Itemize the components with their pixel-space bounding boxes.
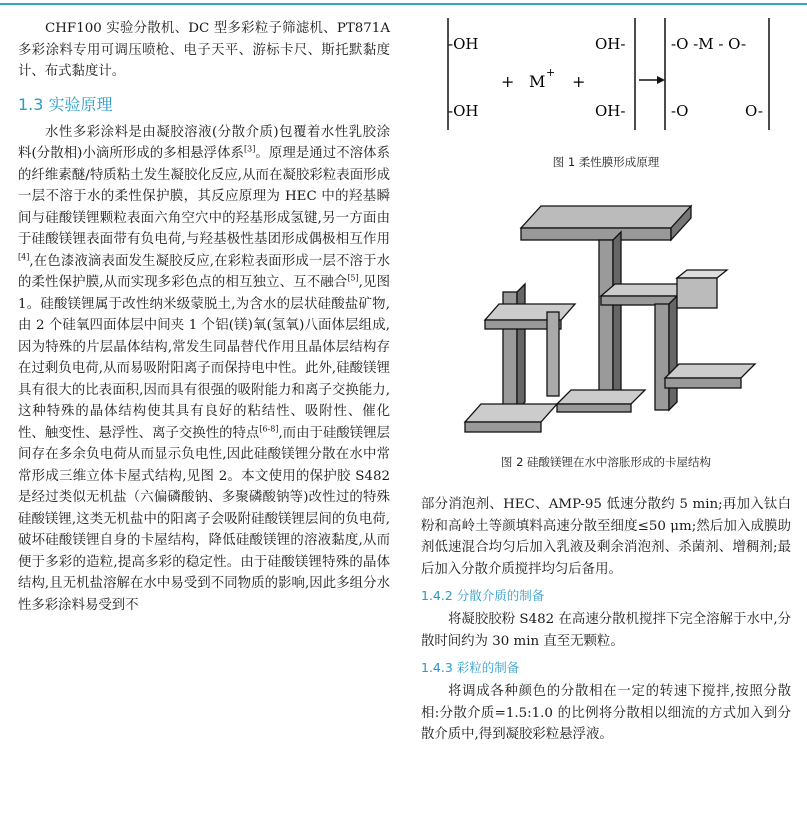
citation-5[interactable]: [5] xyxy=(347,273,359,283)
metal-ion-charge: + xyxy=(546,66,556,79)
principle-text-e: ,而由于硅酸镁锂层间存在多余负电荷从而显示负电性,因此硅酸镁锂分散在水中常常形成三维立体卡屋式结构,见图 2。本文使用的保护胶 S482 是经过类似无机盐（六偏磷酸钠、多聚磷酸钠等)改性过的特殊硅酸镁锂,这类无机盐中的阳离子会吸附硅酸镁锂层间的负电荷,破坏硅酸镁锂自身的卡屋结构，降低硅酸镁锂的溶液黏度,从而便于多彩的造粒,提高多彩的稳定性。由于硅酸镁锂特殊的晶体结构,且无机盐溶解在水中易受到不同物质的影响,因此多组分水性多彩涂料易受到不 xyxy=(18,425,390,613)
figure-2-caption: 图 2 硅酸镁锂在水中溶胀形成的卡屋结构 xyxy=(500,455,712,469)
principle-text-b: 。原理是通过不溶体系的纤维素醚/特质粘土发生凝胶化反应,从而在凝胶彩粒表面形成一层不溶于水的柔性保护膜，其反应原理为 HEC 中的羟基瞬间与硅酸镁锂颗粒表面六角空穴中的羟基形成氢键,另一方面由于硅酸镁锂表面带有负电荷,与羟基极性基团形成偶极相互作用 xyxy=(18,146,390,247)
product-top: -O -M - O- xyxy=(671,35,747,53)
principle-text-a: 水性多彩涂料是由凝胶溶液(分散介质)包覆着水性乳胶涂料(分散相)小滴所形成的多相悬浮体系 xyxy=(18,124,390,161)
product-bottom-right: O- xyxy=(745,102,763,120)
hydroxyl-bottom-right: OH- xyxy=(595,102,626,120)
metal-ion: M xyxy=(529,72,546,91)
citation-6-8[interactable]: [6-8] xyxy=(259,424,279,434)
dispersion-medium-paragraph: 将凝胶胶粉 S482 在高速分散机搅拌下完全溶解于水中,分散时间约为 30 min 直至无颗粒。 xyxy=(421,612,791,649)
figure-2 xyxy=(421,200,791,470)
principle-text-d: ,见图 1。硅酸镁锂属于改性纳米级蒙脱土,为含水的层状硅酸盐矿物,由 2 个硅氧四面体层中间夹 1 个铝(镁)氧(氢氧)八面体层组成,因为特殊的片层晶体结构,常发生同晶替代作用且晶体层结构存在过剩负电荷,从而易吸附阳离子而保持电中性。此外,硅酸镁锂具有很大的比表面积,因而具有很强的吸附能力和离子交换能力,这种特殊的晶体结构使其具有良好的粘结性、吸附性、催化性、触变性、悬浮性、离子交换性的特点 xyxy=(18,275,390,441)
hydroxyl-top-left: -OH xyxy=(448,35,479,53)
procedure-continued-paragraph: 部分消泡剂、HEC、AMP-95 低速分散约 5 min;再加入钛白粉和高岭土等颜填料高速分散至细度≤50 μm;然后加入成膜助剂低速混合均匀后加入乳液及剩余消泡剂、杀菌剂、增稠剂;最后加入分散介质搅拌均匀后备用。 xyxy=(421,497,791,577)
hydroxyl-top-right: OH- xyxy=(595,35,626,53)
card-house-structure-diagram xyxy=(421,200,791,440)
product-bottom-left: -O xyxy=(671,102,689,120)
principle-text-c: ,在色漆液滴表面发生凝胶反应,在彩粒表面形成一层不溶于水的柔性保护膜,从而实现多彩色点的相互独立、互不融合 xyxy=(18,253,390,290)
principle-paragraph xyxy=(18,122,390,617)
section-heading-1-4-3: 1.4.3 彩粒的制备 xyxy=(421,660,520,675)
left-column xyxy=(18,18,390,616)
right-text xyxy=(421,494,791,746)
section-heading-1-3: 1.3 实验原理 xyxy=(18,94,113,114)
plus-sign-2: + xyxy=(572,72,586,91)
film-formation-diagram xyxy=(421,18,791,138)
plus-sign-1: + xyxy=(501,72,515,91)
figure-1 xyxy=(421,18,791,178)
citation-3[interactable]: [3] xyxy=(244,144,256,154)
equipment-paragraph: CHF100 实验分散机、DC 型多彩粒子筛滤机、PT871A 多彩涂料专用可调压喷枪、电子天平、游标卡尺、斯托默黏度计、布式黏度计。 xyxy=(18,21,390,79)
section-heading-1-4-2: 1.4.2 分散介质的制备 xyxy=(421,588,545,603)
figure-1-caption: 图 1 柔性膜形成原理 xyxy=(552,155,660,169)
hydroxyl-bottom-left: -OH xyxy=(448,102,479,120)
citation-4[interactable]: [4] xyxy=(18,252,30,262)
top-rule xyxy=(0,3,807,5)
color-particle-paragraph: 将调成各种颜色的分散相在一定的转速下搅拌,按照分散相:分散介质=1.5:1.0 的比例将分散相以细流的方式加入到分散介质中,得到凝胶彩粒悬浮液。 xyxy=(421,684,791,742)
